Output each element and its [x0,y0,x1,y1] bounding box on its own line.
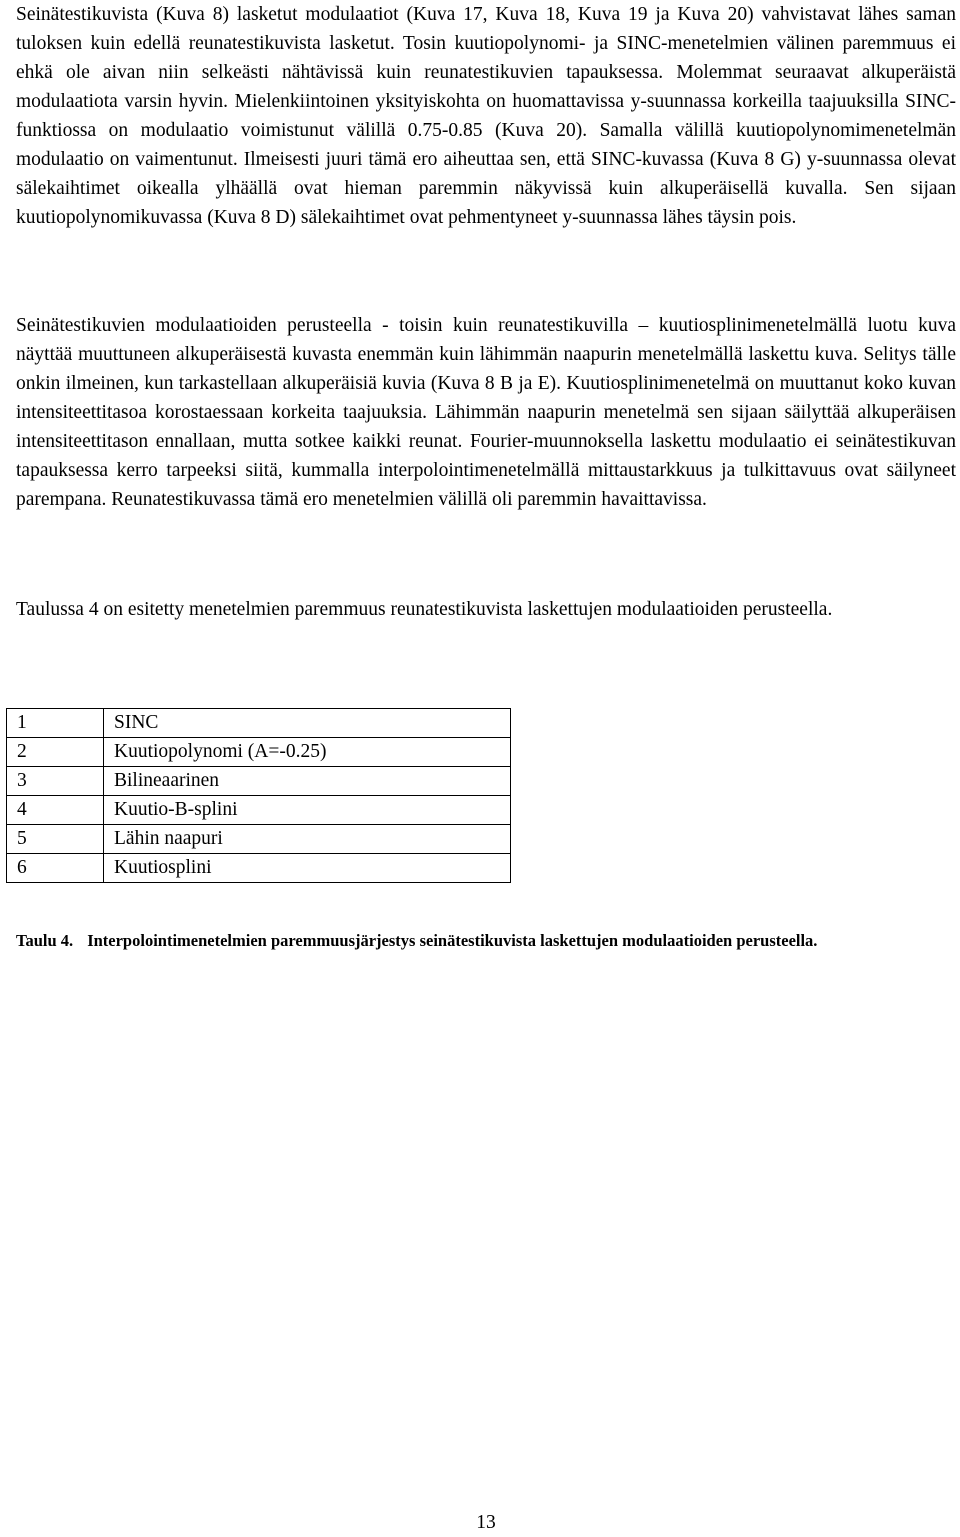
paragraph-2: Seinätestikuvien modulaatioiden perusteella - toisin kuin reunatestikuvilla – kuutiosplinimenetelmällä luotu kuva näyttää muuttuneen alkuperäisestä kuvasta enemmän kuin lähimmän naapurin menetelmällä laskettu kuva. Selitys tälle onkin ilmeinen, kun tarkastellaan alkuperäisiä kuvia (Kuva 8 B ja E). Kuutiosplinimenetelmä on muuttanut koko kuvan intensiteettitasoa korostaessaan korkeita taajuuksia. Lähimmän naapurin menetelmä sen sijaan säilyttää alkuperäisen intensiteettitason ennallaan, mutta sotkee kaikki reunat. Fourier-muunnoksella laskettu modulaatio ei seinätestikuvan tapauksessa kerro tarpeeksi siitä, kummalla interpolointimenetelmällä mittaustarkkuus ja tulkittavuus ovat säilyneet parempana. Reunatestikuvassa tämä ero menetelmien välillä oli paremmin havaittavissa. [16,315,956,510]
method-cell: SINC [104,709,511,738]
rank-cell: 3 [7,767,104,796]
method-cell: Kuutio-B-splini [104,796,511,825]
rank-cell: 6 [7,854,104,883]
table-row [7,825,511,854]
table-row [7,796,511,825]
paragraph-1: Seinätestikuvista (Kuva 8) lasketut modulaatiot (Kuva 17, Kuva 18, Kuva 19 ja Kuva 20) vahvistavat lähes saman tuloksen kuin edellä reunatestikuvista lasketut. Tosin kuutiopolynomi- ja SINC-menetelmien välinen paremmuus ei ehkä ole aivan niin selkeästi nähtävissä kuin reunatestikuvien tapauksessa. Molemmat seuraavat alkuperäistä modulaatiota varsin hyvin. Mielenkiintoinen yksityiskohta on huomattavissa y-suunnassa korkeilla taajuuksilla SINC-funktiossa on modulaatio voimistunut välillä 0.75-0.85 (Kuva 20). Samalla välillä kuutiopolynomimenetelmän modulaatio on vaimentunut. Ilmeisesti juuri tämä ero aiheuttaa sen, että SINC-kuvassa (Kuva 8 G) y-suunnassa olevat sälekaihtimet oikealla ylhäällä ovat hieman paremmin näkyvissä kuin alkuperäisellä kuvalla. Sen sijaan kuutiopolynomikuvassa (Kuva 8 D) sälekaihtimet ovat pehmentyneet y-suunnassa lähes täysin pois. [16,4,956,228]
caption-text: Interpolointimenetelmien paremmuusjärjestys seinätestikuvista laskettujen modulaatioiden perusteella. [87,931,818,950]
table-caption [16,928,956,953]
table-row [7,767,511,796]
rank-cell: 4 [7,796,104,825]
table-row [7,709,511,738]
page-number: 13 [476,1512,496,1533]
ranking-table [6,708,511,883]
rank-cell: 1 [7,709,104,738]
method-cell: Lähin naapuri [104,825,511,854]
method-cell: Bilineaarinen [104,767,511,796]
rank-cell: 5 [7,825,104,854]
table-row [7,854,511,883]
paragraph-3: Taulussa 4 on esitetty menetelmien paremmuus reunatestikuvista laskettujen modulaatioiden perusteella. [16,599,833,620]
rank-cell: 2 [7,738,104,767]
method-cell: Kuutiopolynomi (A=-0.25) [104,738,511,767]
method-cell: Kuutiosplini [104,854,511,883]
caption-label: Taulu 4. [16,931,74,950]
table-row [7,738,511,767]
